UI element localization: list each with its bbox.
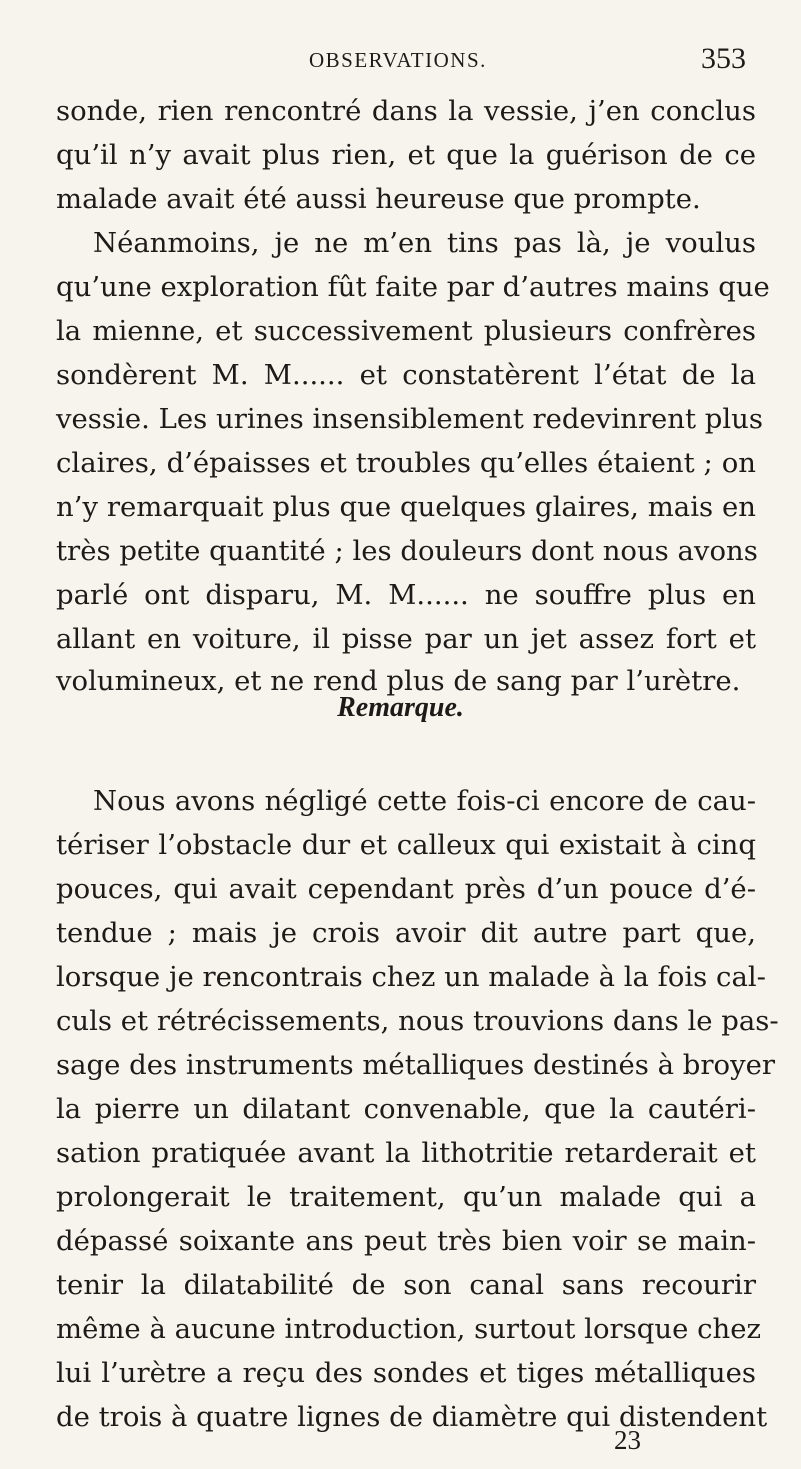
text-line: parlé ont disparu, M. M...... ne souffre plus en [56, 579, 756, 611]
text-line: Néanmoins, je ne m’en tins pas là, je voulus [93, 227, 756, 259]
signature-mark: 23 [614, 1425, 641, 1455]
text-line: volumineux, et ne rend plus de sang par l’urètre. [56, 665, 741, 697]
text-line: allant en voiture, il pisse par un jet assez fort et [56, 623, 756, 655]
text-line: malade avait été aussi heureuse que prompte. [56, 183, 701, 215]
text-line: Nous avons négligé cette fois-ci encore de cau- [93, 785, 756, 817]
text-line: la mienne, et successivement plusieurs confrères [56, 315, 756, 347]
text-line: sation pratiquée avant la lithotritie retarderait et [56, 1137, 756, 1169]
text-line: même à aucune introduction, surtout lorsque chez [56, 1313, 761, 1345]
text-line: lui l’urètre a reçu des sondes et tiges métalliques [56, 1357, 756, 1389]
text-line: sage des instruments métalliques destinés à broyer [56, 1049, 776, 1081]
text-line: n’y remarquait plus que quelques glaires, mais en [56, 491, 756, 523]
page-number: 353 [701, 42, 746, 75]
text-line: tenir la dilatabilité de son canal sans recourir [56, 1269, 756, 1301]
text-line: sondèrent M. M...... et constatèrent l’état de la [56, 359, 756, 391]
text-line: culs et rétrécissements, nous trouvions dans le pas- [56, 1005, 779, 1037]
text-line: dépassé soixante ans peut très bien voir se main- [56, 1225, 756, 1257]
text-line: sonde, rien rencontré dans la vessie, j’en conclus [56, 95, 756, 127]
text-line: prolongerait le traitement, qu’un malade qui a [56, 1181, 756, 1213]
text-line: de trois à quatre lignes de diamètre qui distendent [56, 1401, 768, 1433]
text-line: qu’il n’y avait plus rien, et que la guérison de ce [56, 139, 756, 171]
text-line: qu’une exploration fût faite par d’autres mains que [56, 271, 770, 303]
text-line: claires, d’épaisses et troubles qu’elles étaient ; on [56, 447, 756, 479]
text-line: tériser l’obstacle dur et calleux qui existait à cinq [56, 829, 756, 861]
text-line: la pierre un dilatant convenable, que la cautéri- [56, 1093, 756, 1125]
text-line: pouces, qui avait cependant près d’un pouce d’é- [56, 873, 756, 905]
running-title: OBSERVATIONS. [309, 48, 487, 72]
section-title: Remarque. [337, 692, 464, 723]
text-line: lorsque je rencontrais chez un malade à la fois cal- [56, 961, 766, 993]
text-line: vessie. Les urines insensiblement redevinrent plus [56, 403, 763, 435]
text-line: tendue ; mais je crois avoir dit autre part que, [56, 917, 756, 949]
text-line: très petite quantité ; les douleurs dont nous avons [56, 535, 758, 567]
